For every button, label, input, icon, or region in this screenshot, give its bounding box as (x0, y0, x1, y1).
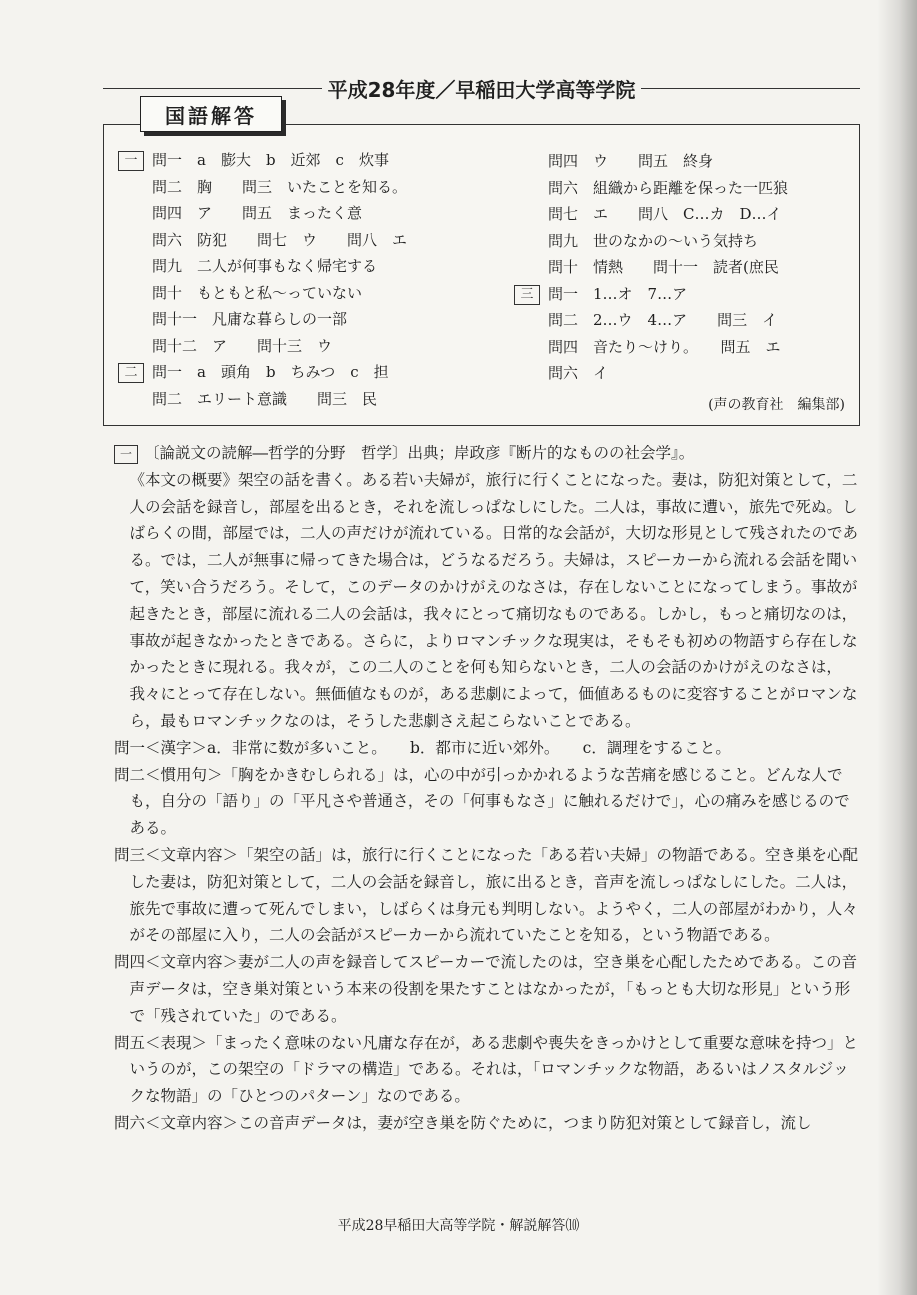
answer-line (514, 175, 844, 202)
answer-line (118, 200, 498, 227)
answer-text: 問十一 凡庸な暮らしの一部 (152, 310, 348, 328)
answer-text: 問一 1…オ 7…ア (548, 284, 688, 303)
answer-line (514, 254, 844, 281)
header-rule-left (103, 88, 322, 89)
answer-text: 問二 胸 問三 いたことを知る。 (152, 177, 408, 196)
section-number-badge: 二 (118, 363, 144, 383)
binding-shadow (877, 0, 917, 1295)
explanation-body (114, 440, 860, 1137)
answer-credit: (声の教育社 編集部) (708, 397, 845, 413)
explanation-item: 問六＜文章内容＞この音声データは，妻が空き巣を防ぐために，つまり防犯対策として録音し，流し (114, 1113, 812, 1132)
answer-text: 問七 エ 問八 C…カ D…イ (548, 205, 782, 223)
answer-text: 問一 a 頭角 b ちみつ c 担 (152, 363, 389, 381)
answer-line (118, 333, 498, 360)
answer-line (118, 147, 498, 174)
answer-section-label: 国語解答 (140, 96, 282, 132)
header-rule-right (641, 88, 860, 89)
answer-text: 問十二 ア 問十三 ウ (152, 336, 333, 355)
explanation-item: 問四＜文章内容＞妻が二人の声を録音してスピーカーで流したのは，空き巣を心配したためである。この音声データは，空き巣対策という本来の役割を果たすことはなかったが，「もっとも大切な形見」という形で「残されていた」のである。 (114, 953, 858, 1025)
answer-line (118, 386, 498, 413)
answer-text: 問四 ア 問五 まったく意 (152, 204, 363, 222)
answer-text: 問二 2…ウ 4…ア 問三 イ (548, 311, 778, 329)
explanation-item: 問三＜文章内容＞「架空の話」は，旅行に行くことになった「ある若い夫婦」の物語である。空き巣を心配した妻は，防犯対策として，二人の会話を録音し，旅に出るとき，音声を流しっぱなしにした。二人は，旅先で事故に遭って死んでしまい，しばらくは身元も判明しない。ようやく，二人の部屋がわかり，人々がその部屋に入り，二人の会話がスピーカーから流れていたことを知る，という物語である。 (114, 845, 859, 945)
section-number-badge: 一 (118, 151, 144, 171)
section-heading-text: 〔論説文の読解―哲学的分野 哲学〕出典；岸政彦『断片的なものの社会学』。 (144, 444, 695, 462)
answer-line (118, 253, 498, 280)
explanation-item: 問一＜漢字＞a．非常に数が多いこと。 b．都市に近い郊外。 c．調理をすること。 (114, 738, 731, 757)
answer-line (514, 201, 844, 228)
answer-text: 問二 エリート意識 問三 民 (152, 389, 378, 408)
answer-text: 問六 防犯 問七 ウ 問八 エ (152, 230, 408, 249)
answer-text: 問六 組織から距離を保った一匹狼 (548, 178, 789, 197)
page-title: 平成28年度／早稲田大学高等学院 (327, 77, 636, 102)
explanation-item: 問五＜表現＞「まったく意味のない凡庸な存在が，ある悲劇や喪失をきっかけとして重要な意味を持つ」というのが，この架空の「ドラマの構造」である。それは，「ロマンチックな物語，あるいはノスタルジックな物語」の「ひとつのパターン」なのである。 (114, 1033, 859, 1106)
answer-line (514, 360, 844, 387)
answer-text: 問四 ウ 問五 終身 (548, 152, 714, 170)
text-summary: 《本文の概要》架空の話を書く。ある若い夫婦が，旅行に行くことになった。妻は，防犯対策として，二人の会話を録音し，部屋を出るとき，それを流しっぱなしにした。二人は，事故に遭い，旅先で死ぬ。しばらくの間，部屋では，二人の声だけが流れている。日常的な会話が，大切な形見として残されたのである。では，二人が無事に帰ってきた場合は，どうなるだろう。夫婦は，スピーカーから流れる会話を聞いて，笑い合うだろう。そして，このデータのかけがえのなさは，存在しないことになってしまう。事故が起きたとき，部屋に流れる二人の会話は，我々にとって痛切なものである。しかし，もっと痛切なのは，事故が起きなかったときである。さらに，よりロマンチックな現実は，そもそも初めの物語すら存在しなかったときに現れる。我々が，この二人のことを何も知らないとき，二人の会話のかけがえのなさは，我々にとって存在しない。無価値なものが，ある悲劇によって，価値あるものに変容することがロマンなら，最もロマンチックなのは，そうした悲劇さえ起こらないことである。 (129, 470, 859, 730)
answer-line (118, 227, 498, 254)
answer-text: 問十 情熱 問十一 読者(庶民 (548, 258, 779, 276)
answer-text: 問九 世のなかの〜いう気持ち (548, 231, 759, 250)
answer-text: 問十 もともと私〜っていない (152, 283, 363, 302)
section-one-heading (114, 440, 860, 467)
explanation-item: 問二＜慣用句＞「胸をかきむしられる」は，心の中が引っかかれるような苦痛を感じること。どんな人でも，自分の「語り」の「平凡さや普通さ，その「何事もなさ」に触れるだけで」，心の痛みを感じるのである。 (114, 765, 850, 838)
answer-line (514, 281, 844, 308)
answer-text: 問六 イ (548, 364, 609, 382)
answer-line (118, 280, 498, 307)
answer-column-right (514, 148, 844, 387)
answer-line (118, 174, 498, 201)
answer-text: 問四 音たり〜けり。 問五 エ (548, 337, 781, 356)
answer-line (118, 306, 498, 333)
section-number-badge: 三 (514, 285, 540, 305)
answer-line (514, 148, 844, 175)
section-number-badge: 一 (114, 445, 138, 464)
explanation-list (114, 735, 860, 1137)
answer-line (514, 228, 844, 255)
answer-text: 問一 a 膨大 b 近郊 c 炊事 (152, 151, 389, 169)
answer-line (514, 307, 844, 334)
answer-column-left (118, 147, 498, 412)
answer-text: 問九 二人が何事もなく帰宅する (152, 257, 378, 275)
answer-line (118, 359, 498, 386)
answer-line (514, 334, 844, 361)
page-footer: 平成28早稲田大高等学院・解説解答⑽ (337, 1218, 580, 1234)
